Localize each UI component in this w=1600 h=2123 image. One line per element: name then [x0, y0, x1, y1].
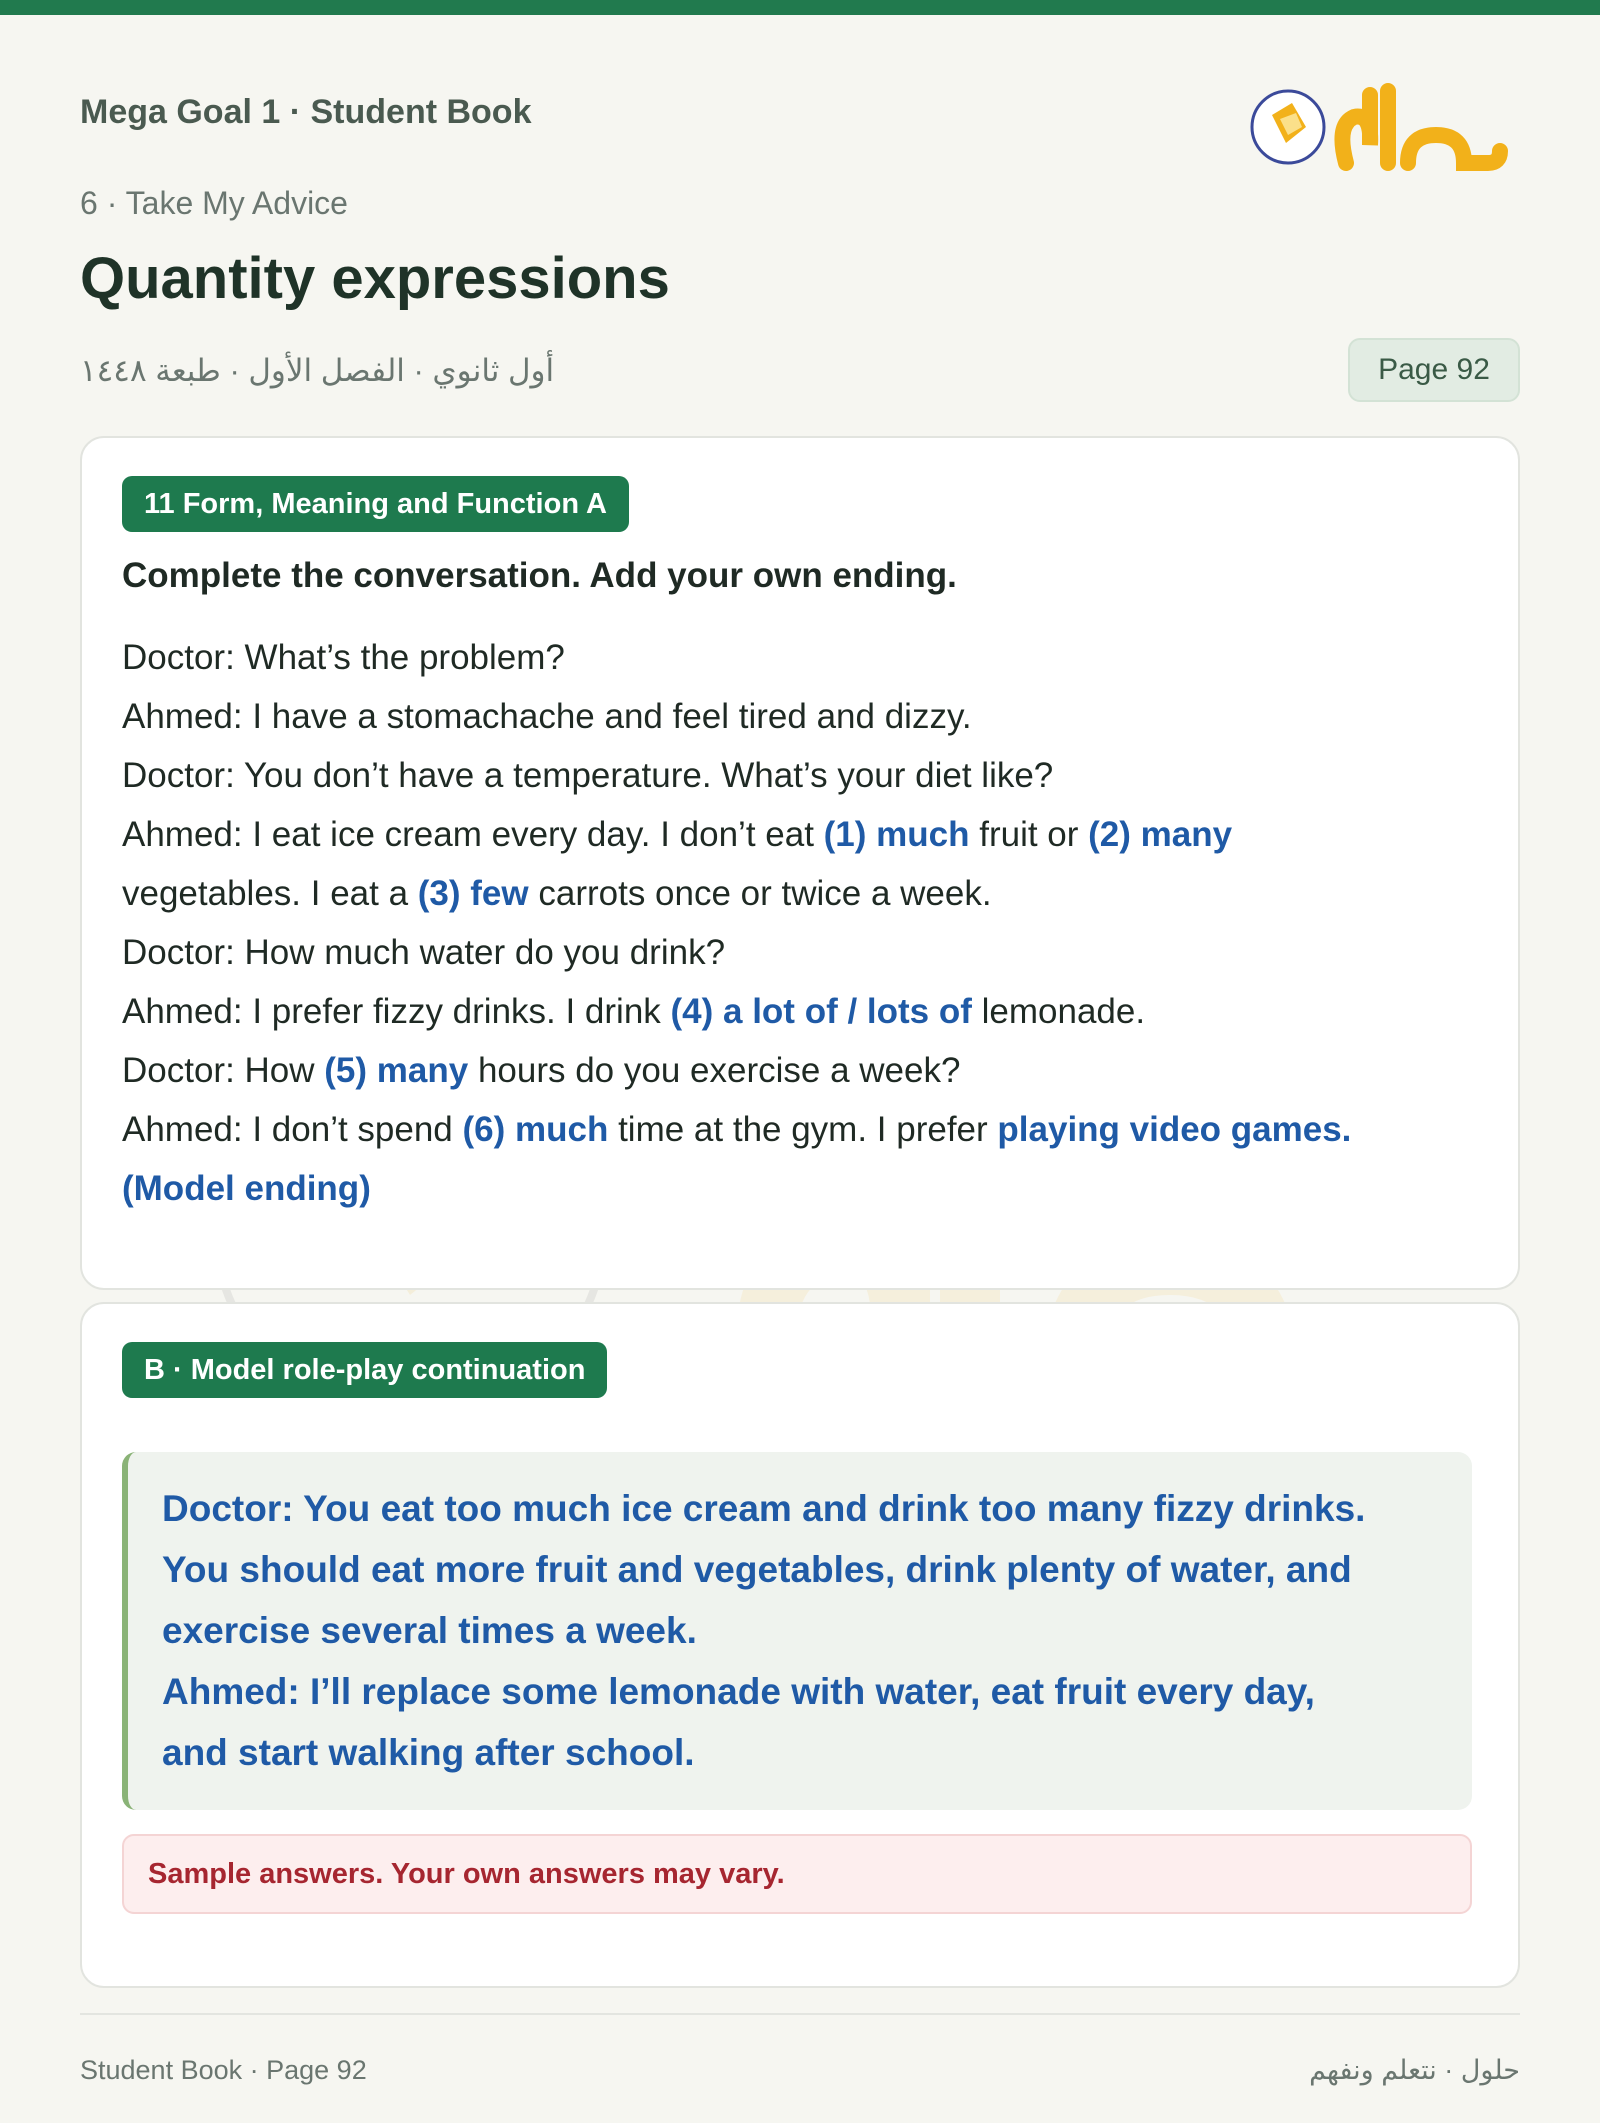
answer-5: (5) many: [324, 1051, 469, 1090]
dialogue-line: [122, 982, 1482, 1041]
dialogue-text: Ahmed: I don’t spend: [122, 1110, 463, 1149]
dialogue-text: Ahmed: I prefer fizzy drinks. I drink: [122, 992, 671, 1031]
grade-term-edition: أول ثانوي · الفصل الأول · طبعة ١٤٤٨: [80, 353, 555, 388]
exercise-card-a: [80, 436, 1520, 1290]
dialogue-text: lemonade.: [971, 992, 1146, 1031]
footer-brand-tagline: حلول · نتعلم ونفهم: [1309, 2055, 1520, 2085]
model-roleplay-box: [122, 1452, 1472, 1810]
dialogue-line: [122, 864, 1482, 923]
brand-logo: [1250, 65, 1510, 185]
footer-divider: [80, 2013, 1520, 2015]
top-accent-bar: [0, 0, 1600, 15]
dialogue-text: fruit or: [969, 815, 1089, 854]
model-line: exercise several times a week.: [162, 1610, 697, 1651]
sample-answer-note: Sample answers. Your own answers may vary.: [122, 1834, 1472, 1914]
dialogue-text: Doctor: How: [122, 1051, 325, 1090]
exercise-instruction: Complete the conversation. Add your own ending.: [122, 556, 957, 595]
answer-4: (4) a lot of / lots of: [670, 992, 972, 1031]
exercise-card-b: [80, 1302, 1520, 1988]
conversation: [122, 628, 1482, 1218]
dialogue-text: vegetables. I eat a: [122, 874, 418, 913]
dialogue-text: Ahmed: I eat ice cream every day. I don’t eat: [122, 815, 824, 854]
dialogue-line: [122, 1100, 1482, 1159]
page-number-badge: Page 92: [1348, 338, 1520, 402]
footer-page-label: Student Book · Page 92: [80, 2055, 367, 2085]
answer-6: (6) much: [462, 1110, 609, 1149]
model-ending-answer: playing video games.: [997, 1110, 1352, 1149]
dialogue-text: hours do you exercise a week?: [468, 1051, 961, 1090]
brand-logo-icon: [1250, 65, 1510, 185]
answer-1: (1) much: [823, 815, 970, 854]
dialogue-line: Doctor: What’s the problem?: [122, 638, 565, 677]
dialogue-line: Ahmed: I have a stomachache and feel tired and dizzy.: [122, 697, 972, 736]
dialogue-text: time at the gym. I prefer: [608, 1110, 998, 1149]
book-title: Mega Goal 1 · Student Book: [80, 93, 532, 131]
answer-3: (3) few: [417, 874, 529, 913]
model-line: Doctor: You eat too much ice cream and drink too many fizzy drinks.: [162, 1488, 1366, 1529]
model-line: and start walking after school.: [162, 1732, 695, 1773]
unit-line: 6 · Take My Advice: [80, 185, 348, 221]
dialogue-line: Doctor: How much water do you drink?: [122, 933, 726, 972]
dialogue-line: [122, 1041, 1482, 1100]
section-label-a: 11 Form, Meaning and Function A: [122, 476, 629, 532]
model-line: You should eat more fruit and vegetables, drink plenty of water, and: [162, 1549, 1352, 1590]
answer-2: (2) many: [1088, 815, 1233, 854]
section-label-b: B · Model role-play continuation: [122, 1342, 607, 1398]
dialogue-text: carrots once or twice a week.: [528, 874, 992, 913]
model-line: Ahmed: I’ll replace some lemonade with water, eat fruit every day,: [162, 1671, 1315, 1712]
page-header: [80, 15, 1520, 455]
model-ending-label: (Model ending): [122, 1169, 371, 1208]
page-title: Quantity expressions: [80, 246, 670, 311]
dialogue-line: Doctor: You don’t have a temperature. What’s your diet like?: [122, 756, 1054, 795]
dialogue-line: [122, 805, 1482, 864]
page: [80, 15, 1520, 2123]
